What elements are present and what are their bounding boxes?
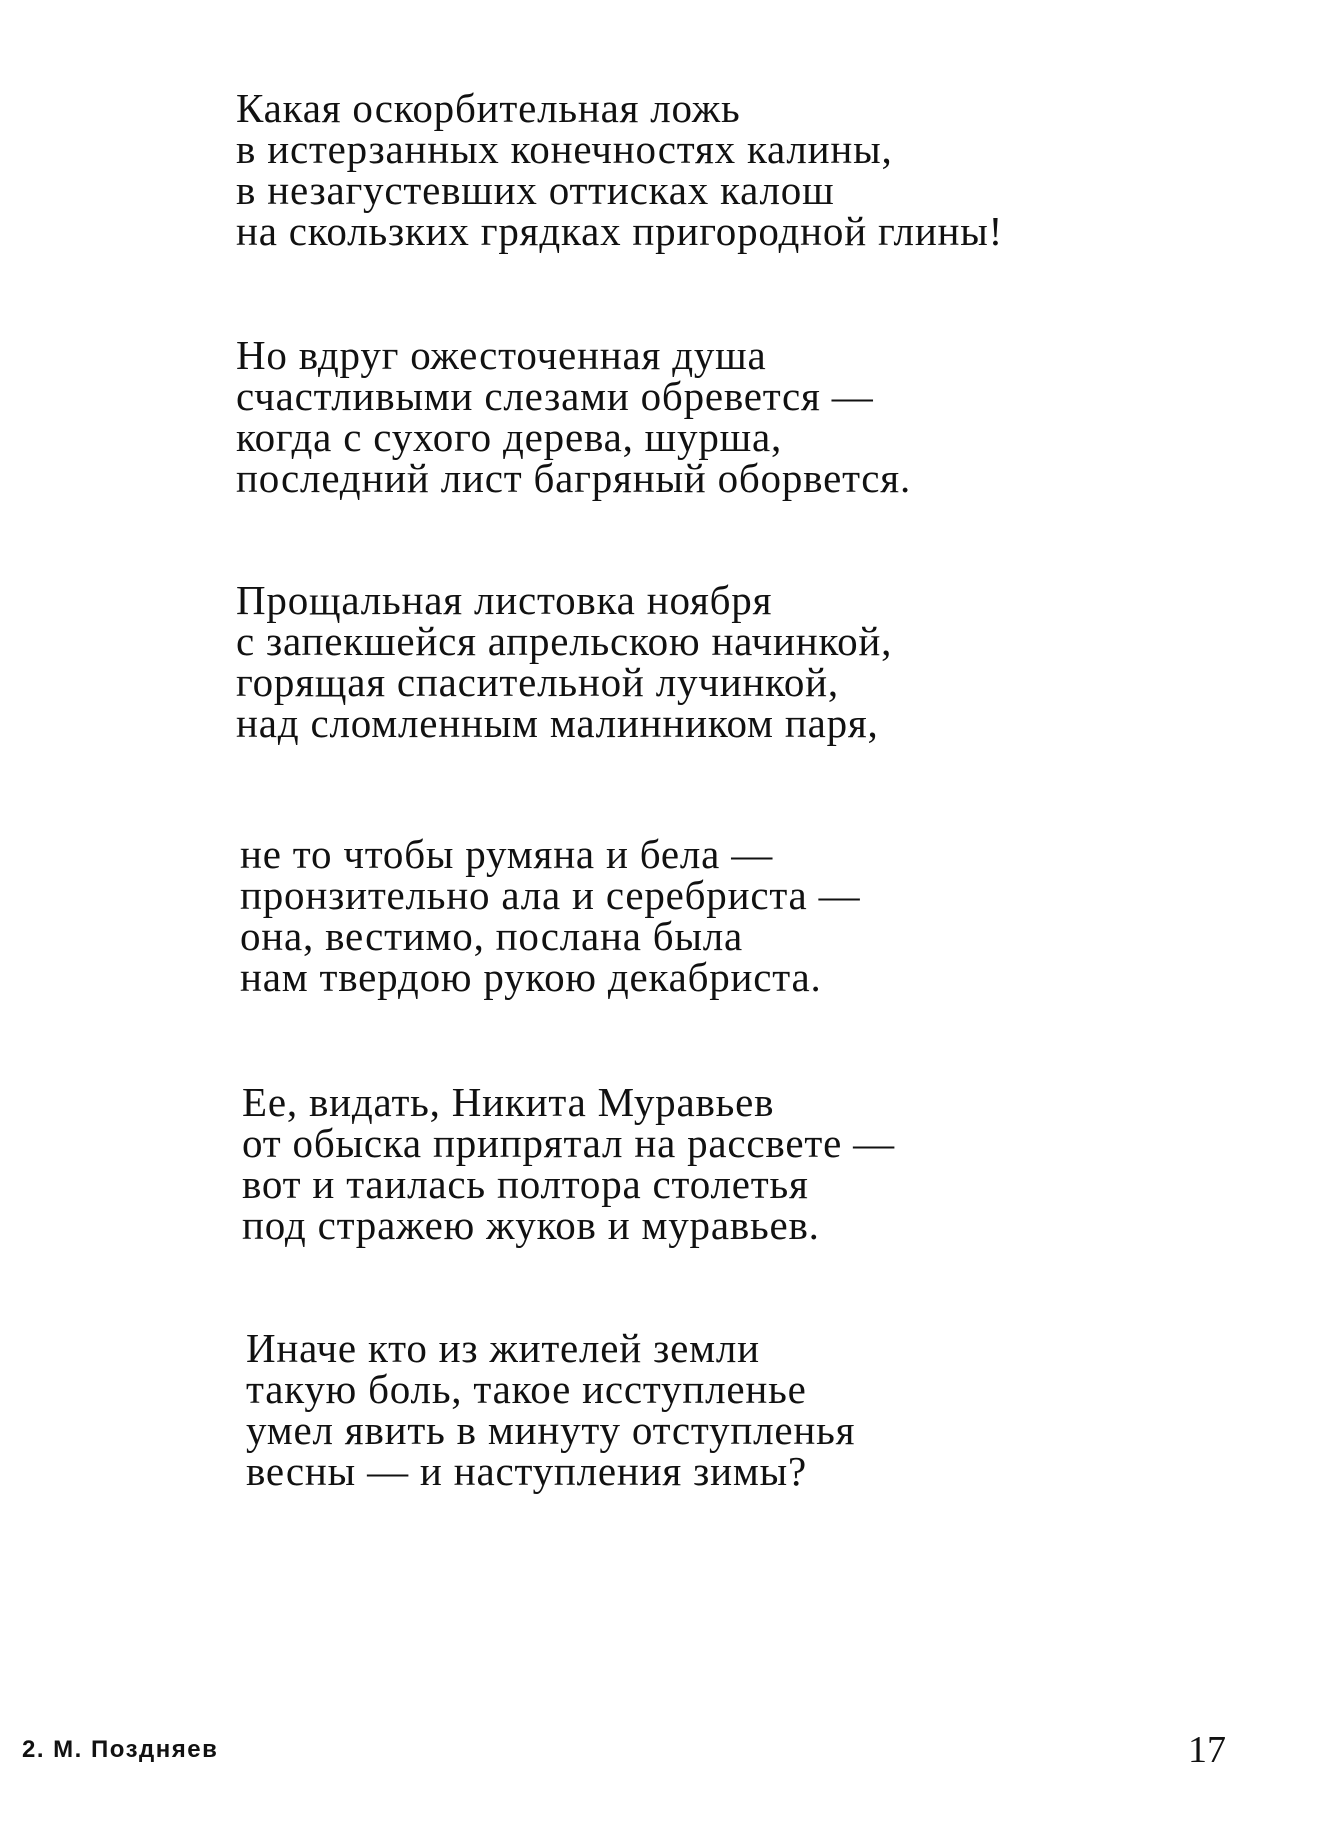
poem-line: она, вестимо, послана была <box>240 913 744 959</box>
page-number: 17 <box>1188 1729 1226 1771</box>
poem-line: от обыска припрятал на рассвете — <box>242 1120 895 1166</box>
poem-line: не то чтобы румяна и бела — <box>240 831 773 877</box>
poem-line: вот и таилась полтора столетья <box>242 1161 809 1207</box>
poem-line: такую боль, такое исступленье <box>246 1366 807 1412</box>
stanza-1 <box>236 85 1004 254</box>
poem-line: счастливыми слезами обревется — <box>236 373 874 419</box>
stanza-2 <box>236 332 911 501</box>
poem-line: Иначе кто из жителей земли <box>246 1325 760 1371</box>
poem-line: над сломленным малинником паря, <box>236 700 879 746</box>
poem-line: горящая спасительной лучинкой, <box>236 659 839 705</box>
poem-line: Прощальная листовка ноября <box>236 577 773 623</box>
stanza-5 <box>242 1079 895 1248</box>
signature-mark: 2. М. Поздняев <box>22 1736 219 1763</box>
poem-line: когда с сухого дерева, шурша, <box>236 414 783 460</box>
poem-line: последний лист багряный оборвется. <box>236 455 911 501</box>
poem-line: Какая оскорбительная ложь <box>236 85 741 131</box>
stanza-4 <box>240 831 861 1000</box>
poem-line: Ее, видать, Никита Муравьев <box>242 1079 775 1125</box>
poem-line: под стражею жуков и муравьев. <box>242 1202 820 1248</box>
poem-line: весны — и наступления зимы? <box>246 1448 807 1494</box>
poem-line: в истерзанных конечностях калины, <box>236 126 893 172</box>
poem-line: Но вдруг ожесточенная душа <box>236 332 767 378</box>
poem-line: с запекшейся апрельскою начинкой, <box>236 618 893 664</box>
poem-line: пронзительно ала и серебриста — <box>240 872 861 918</box>
poem-line: в незагустевших оттисках калош <box>236 167 835 213</box>
poem-line: нам твердою рукою декабриста. <box>240 954 822 1000</box>
poem-line: умел явить в минуту отступленья <box>246 1407 856 1453</box>
poem-line: на скользких грядках пригородной глины! <box>236 208 1004 254</box>
stanza-6 <box>246 1325 856 1494</box>
stanza-3 <box>236 577 893 746</box>
